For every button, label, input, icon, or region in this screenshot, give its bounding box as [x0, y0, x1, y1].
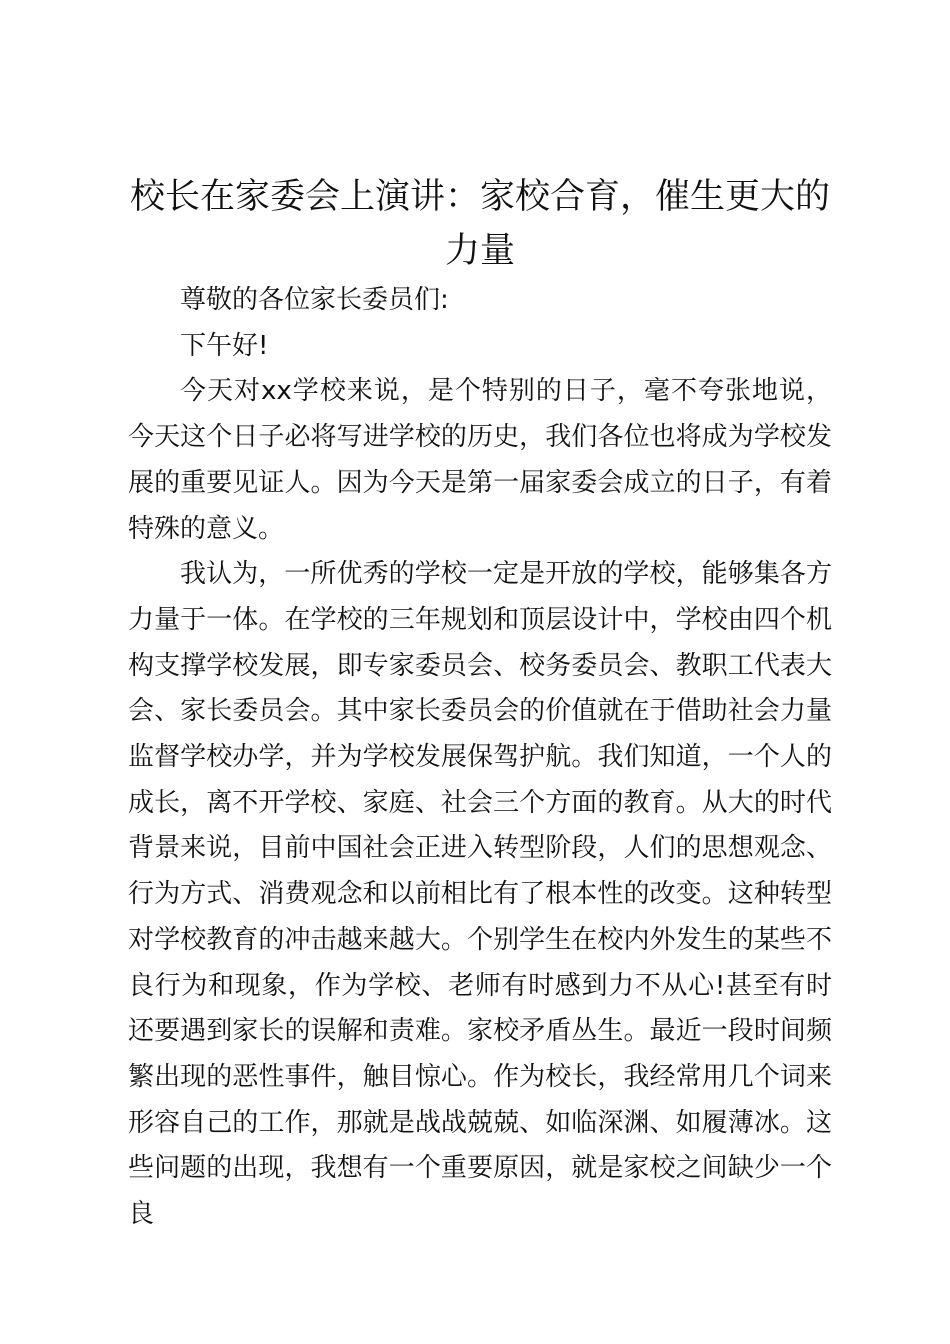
- document-body: [128, 278, 832, 1238]
- body-paragraph: 今天对xx学校来说，是个特别的日子，毫不夸张地说，今天这个日子必将写进学校的历史，我们各位也将成为学校发展的重要见证人。因为今天是第一届家委会成立的日子，有着特殊的意义。: [128, 376, 832, 544]
- salutation-paragraph: 尊敬的各位家长委员们:: [180, 285, 449, 315]
- body-paragraph: 我认为，一所优秀的学校一定是开放的学校，能够集各方力量于一体。在学校的三年规划和顶层设计中，学校由四个机构支撑学校发展，即专家委员会、校务委员会、教职工代表大会、家长委员会。其中家长委员会的价值就在于借助社会力量监督学校办学，并为学校发展保驾护航。我们知道，一个人的成长，离不开学校、家庭、社会三个方面的教育。从大的时代背景来说，目前中国社会正进入转型阶段，人们的思想观念、行为方式、消费观念和以前相比有了根本性的改变。这种转型对学校教育的冲击越来越大。个别学生在校内外发生的某些不良行为和现象，作为学校、老师有时感到力不从心!甚至有时还要遇到家长的误解和责难。家校矛盾丛生。最近一段时间频繁出现的恶性事件，触目惊心。作为校长，我经常用几个词来形容自己的工作，那就是战战兢兢、如临深渊、如履薄冰。这些问题的出现，我想有一个重要原因，就是家校之间缺少一个良: [128, 559, 832, 1230]
- document-title: 校长在家委会上演讲：家校合育，催生更大的力量: [129, 177, 830, 271]
- greeting-paragraph: 下午好!: [180, 330, 269, 361]
